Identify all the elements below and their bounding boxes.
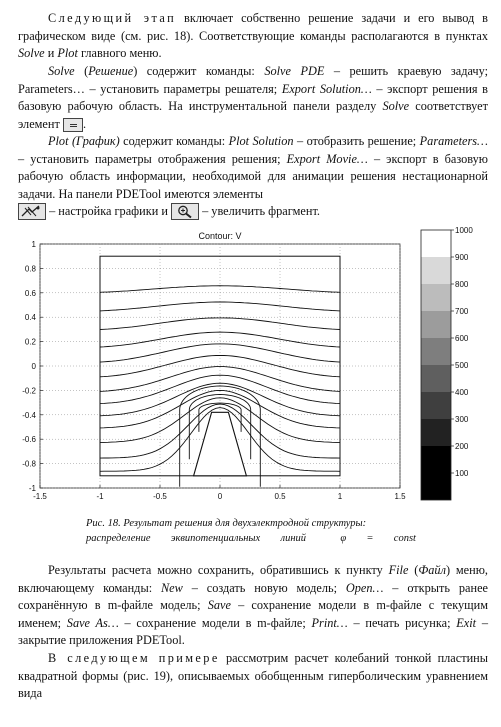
- term: Plot Solution: [228, 134, 294, 148]
- term: Save: [207, 598, 231, 613]
- x-tick-label: -0.5: [153, 492, 167, 501]
- text: (: [74, 64, 89, 78]
- x-tick-label: 0: [217, 492, 223, 501]
- term: Print…: [311, 615, 348, 630]
- text: рассмотрим расчет колебаний тонкой пластины квадратной формы (рис. 19), описываемых обобщенным гиперболическим уравнением вида: [18, 651, 489, 701]
- caption-word: распределение: [86, 533, 151, 544]
- caption-line-1: Рис. 18. Результат решения для двухэлектродной структуры:: [86, 518, 367, 529]
- caption-word: const: [393, 533, 416, 544]
- caption-word: эквипотенциальных: [170, 533, 261, 544]
- text: ) меню, включающему команды:: [18, 563, 488, 595]
- spaced-lead: В следующем примере: [48, 651, 220, 665]
- y-tick-label: -1: [28, 484, 36, 493]
- term: Export Movie…: [286, 151, 368, 166]
- colorbar-tick-label: 900: [455, 253, 469, 262]
- y-tick-label: -0.4: [22, 410, 36, 420]
- term: Solve PDE: [264, 64, 325, 78]
- caption-symbol: φ: [340, 533, 347, 544]
- x-tick-label: -1: [96, 492, 104, 501]
- colorbar-band: [421, 419, 451, 446]
- colorbar-band: [421, 392, 451, 419]
- colorbar-band: [421, 230, 451, 257]
- x-tick-label: 1: [337, 492, 343, 501]
- y-tick-label: 1: [31, 240, 36, 249]
- caption-line-2: [86, 531, 416, 546]
- text: – установить параметры отображения решения;: [18, 151, 287, 166]
- y-tick-label: -0.6: [22, 435, 36, 445]
- text: – экспорт в базовую рабочую область информации, необходимой для анимации решения нестационарной задачи. На панели PDETool имеются элементы: [18, 151, 488, 201]
- y-tick-label: 0.6: [24, 288, 36, 298]
- text: – отобразить решение;: [293, 134, 420, 148]
- colorbar-band: [421, 257, 451, 284]
- term: File: [388, 563, 409, 577]
- text: – решить краевую задачу; Parameters… – установить параметры решателя;: [18, 64, 488, 96]
- term: Файл: [418, 563, 446, 577]
- caption-word: линий: [280, 533, 307, 544]
- colorbar-tick-label: 400: [455, 388, 469, 397]
- y-tick-label: 0: [31, 362, 36, 371]
- caption-symbol: =: [366, 533, 374, 544]
- x-tick-label: 0.5: [274, 492, 286, 501]
- menu-plot: Plot: [57, 46, 78, 61]
- text: – открыть ранее сохранённую в m-файле модель;: [18, 580, 489, 613]
- colorbar-tick-label: 600: [455, 334, 469, 343]
- colorbar-tick-label: 800: [455, 280, 469, 289]
- text: .: [82, 116, 87, 131]
- text: и: [44, 46, 58, 61]
- text: – сохранение модели в m-файле с текущим именем;: [18, 598, 488, 630]
- term: Parameters…: [419, 134, 488, 148]
- text: включает собственно решение задачи и его вывод в графическом виде (см. рис. 18). Соответствующие команды располагаются в пунктах: [18, 11, 488, 43]
- term: Solve: [48, 64, 75, 78]
- y-tick-label: 0.8: [24, 264, 36, 274]
- colorbar-tick-label: 1000: [455, 226, 473, 235]
- text: ) содержит команды:: [133, 64, 265, 78]
- term: Solve: [382, 99, 410, 114]
- chart-title: Contour: V: [198, 231, 242, 241]
- y-tick-label: 0.4: [24, 313, 36, 323]
- text: – закрытие приложения PDETool.: [18, 615, 488, 648]
- colorbar-band: [421, 311, 451, 338]
- y-tick-label: -0.8: [22, 459, 36, 469]
- text: (: [408, 563, 419, 577]
- text: содержит команды:: [119, 134, 229, 148]
- colorbar-tick-label: 700: [455, 307, 469, 316]
- text: Результаты расчета можно сохранить, обратившись к пункту: [48, 563, 389, 577]
- text: – сохранение модели в m-файле;: [118, 615, 312, 630]
- text: главного меню.: [77, 46, 162, 61]
- term: Export Solution…: [281, 81, 372, 96]
- colorbar-tick-label: 200: [455, 442, 469, 451]
- menu-solve: Solve: [18, 46, 45, 61]
- colorbar-tick-label: 500: [455, 361, 469, 370]
- text: – печать рисунка;: [347, 615, 457, 630]
- text: – увеличить фрагмент.: [199, 204, 320, 219]
- term: Exit: [456, 615, 477, 630]
- term: Решение: [88, 64, 134, 78]
- y-tick-label: 0.2: [24, 337, 36, 347]
- y-tick-label: -0.2: [22, 386, 36, 396]
- colorbar-tick-label: 100: [455, 469, 469, 478]
- text: – настройка графики и: [46, 204, 171, 219]
- x-tick-label: -1.5: [33, 492, 47, 501]
- colorbar-band: [421, 446, 451, 500]
- x-tick-label: 1.5: [394, 492, 406, 501]
- term: Plot (График): [48, 134, 120, 148]
- colorbar-band: [421, 284, 451, 311]
- text: – создать новую модель;: [182, 580, 346, 595]
- figure-caption: [86, 516, 416, 546]
- paragraph-5: [18, 650, 488, 703]
- term: Save As…: [66, 615, 119, 630]
- colorbar-tick-label: 300: [455, 415, 469, 424]
- paragraph-4: [18, 562, 488, 650]
- spaced-lead: Следующий этап: [48, 11, 177, 25]
- colorbar-band: [421, 338, 451, 365]
- text: соответствует элемент: [18, 99, 489, 131]
- text: – экспорт решения в базовую рабочую область. На инструментальной панели разделу: [18, 81, 488, 114]
- term: New: [160, 580, 183, 595]
- term: Open…: [345, 580, 384, 595]
- colorbar-band: [421, 365, 451, 392]
